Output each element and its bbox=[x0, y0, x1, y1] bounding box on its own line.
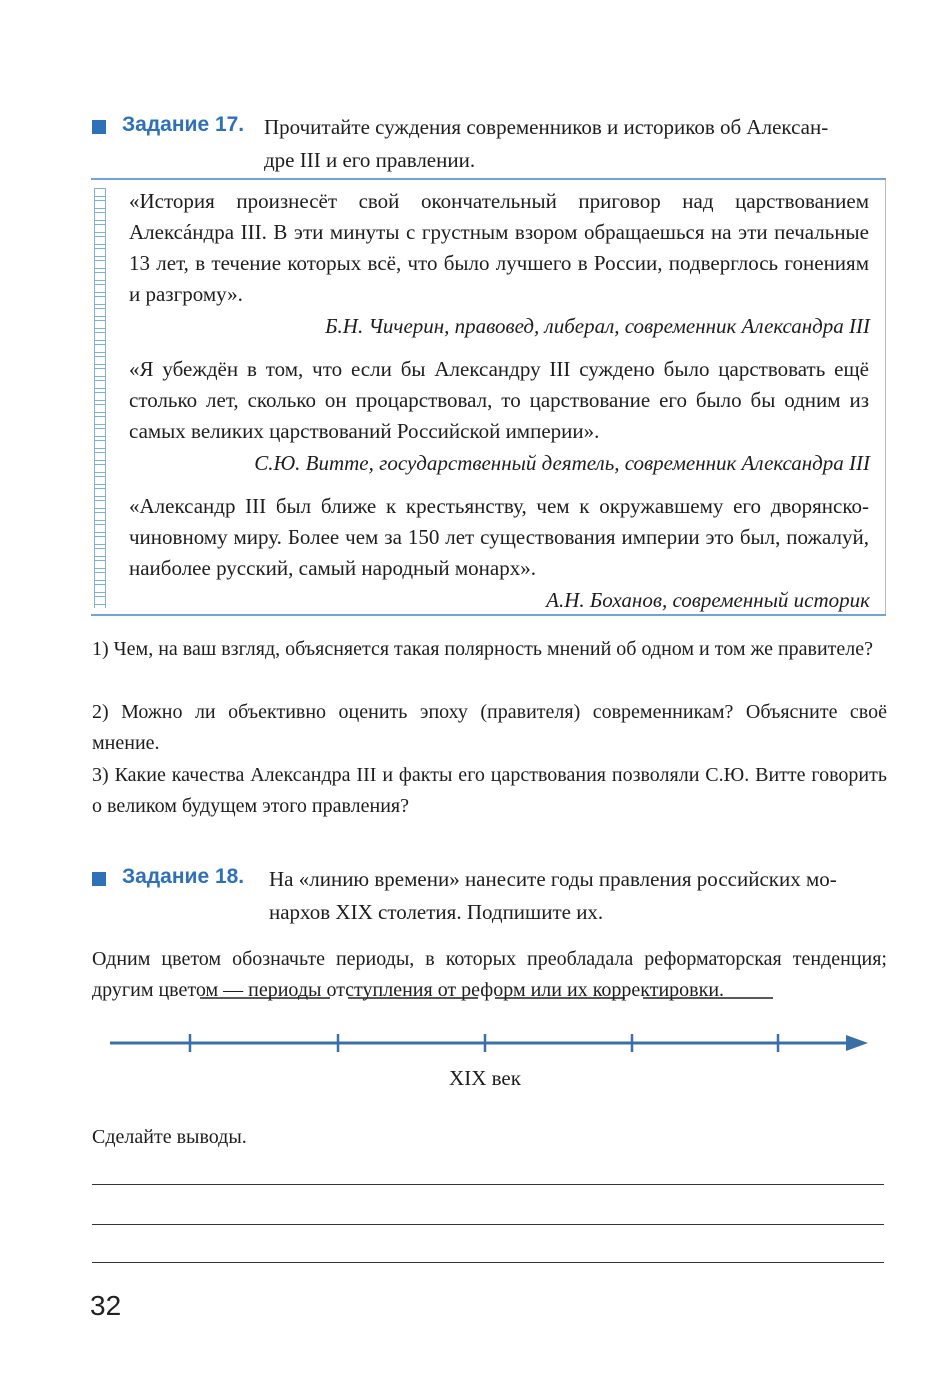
question-1: 1) Чем, на ваш взгляд, объясняется такая полярность мнений об одном и том же правителе? bbox=[92, 638, 874, 660]
answer-line-1[interactable] bbox=[92, 1184, 884, 1185]
task-17-header bbox=[92, 111, 887, 175]
quotes-box-right-rule bbox=[885, 180, 886, 614]
timeline bbox=[0, 995, 935, 1065]
task-17-text-line2: дре III и его правлении. bbox=[264, 148, 476, 172]
question-2: 2) Можно ли объективно оценить эпоху (правителя) современникам? Объясните своё мнение. bbox=[92, 701, 887, 754]
quote-chicherin: «История произнесёт свой окончательный приговор над царствованием Алексáндра III. В эти минуты с грустным взором обращаешься на эти печальные 13 лет, в течение которых всё, что было лучшего в России, подверглось гонениям и разгрому». bbox=[129, 189, 869, 306]
quotes-box bbox=[91, 178, 886, 616]
quote-bokhanov: «Александр III был ближе к крестьянству, чем к окружавшему его дворянско-чиновному миру. Более чем за 150 лет существования империи это был, пожалуй, наиболее русский, самый народный монарх». bbox=[129, 494, 869, 580]
question-3: 3) Какие качества Александра III и факты его царствования позволяли С.Ю. Витте говорить о великом будущем этого правления? bbox=[92, 764, 887, 817]
answer-line-3[interactable] bbox=[92, 1262, 884, 1263]
task-18-text-line1: На «линию времени» нанесите годы правления российских мо- bbox=[269, 867, 837, 891]
task-marker-square-icon bbox=[92, 872, 106, 886]
answer-line-2[interactable] bbox=[92, 1224, 884, 1225]
task-marker-square-icon bbox=[92, 120, 106, 134]
decorative-squares-border bbox=[94, 188, 106, 608]
quote-witte: «Я убеждён в том, что если бы Александру III суждено было царствовать ещё столько лет, сколько он процарствовал, то царствование его было бы одним из самых великих царствований Российской империи». bbox=[129, 357, 869, 443]
task-17-label: Задание 17. bbox=[122, 113, 245, 136]
instruction-text: Одним цветом обозначьте периоды, в которых преобладала реформаторская тенденция; другим цветом — периоды отступления от реформ или их корректировки. bbox=[92, 948, 887, 1001]
task-18-text-line2: нархов XIX столетия. Подпишите их. bbox=[269, 900, 604, 924]
quote-author-bokhanov: А.Н. Боханов, современный историк bbox=[546, 588, 870, 612]
task-18-label: Задание 18. bbox=[122, 865, 245, 888]
task-17-text-line1: Прочитайте суждения современников и историков об Алексан- bbox=[264, 115, 829, 139]
timeline-century-label: XIX век bbox=[449, 1066, 521, 1090]
quote-author-chicherin: Б.Н. Чичерин, правовед, либерал, современник Александра III bbox=[325, 314, 870, 338]
page-number: 32 bbox=[90, 1290, 122, 1321]
quote-author-witte: С.Ю. Витте, государственный деятель, современник Александра III bbox=[254, 451, 870, 475]
timeline-arrow-icon bbox=[846, 1035, 868, 1051]
conclusion-prompt: Сделайте выводы. bbox=[92, 1126, 247, 1148]
task-18-header bbox=[92, 863, 887, 927]
